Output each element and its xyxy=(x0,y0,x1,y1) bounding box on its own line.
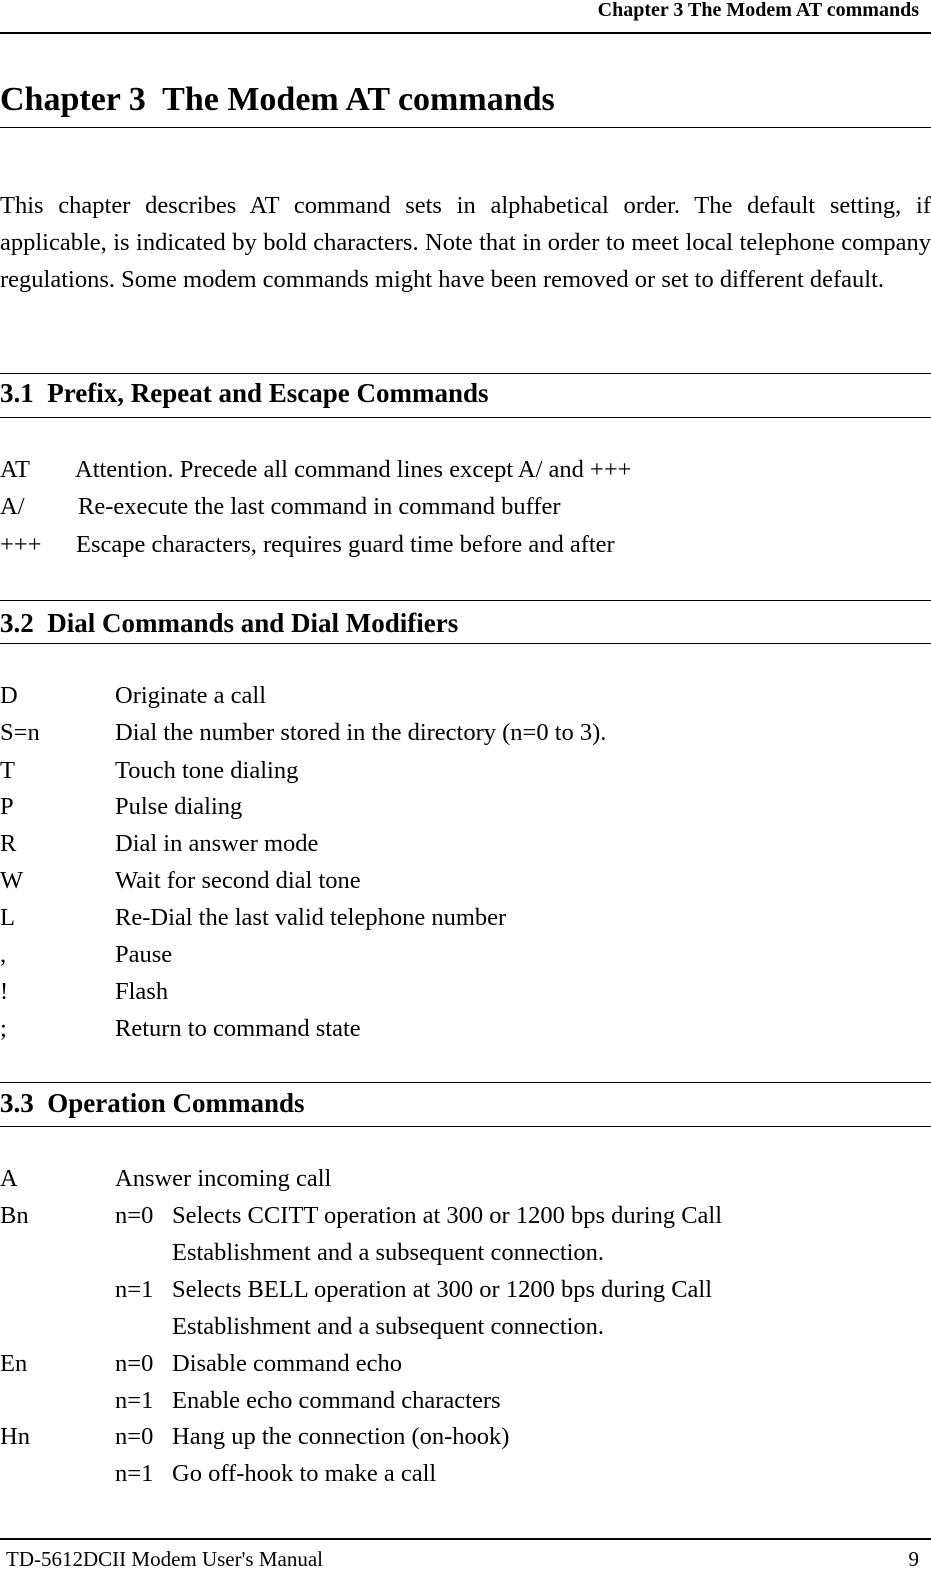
section-2-title: 3.2 Dial Commands and Dial Modifiers xyxy=(0,608,459,638)
option-description: Hang up the connection (on-hook) xyxy=(172,1423,510,1450)
option-value: n=1 xyxy=(115,1460,154,1487)
footer-rule xyxy=(0,1538,931,1540)
header-rule xyxy=(0,32,931,34)
footer-manual-title: TD-5612DCII Modem User's Manual xyxy=(6,1547,323,1571)
section-1-title: 3.1 Prefix, Repeat and Escape Commands xyxy=(0,378,489,408)
command-description: Escape characters, requires guard time before and after xyxy=(76,531,615,558)
command-code: W xyxy=(0,867,24,894)
option-description: Enable echo command characters xyxy=(172,1387,501,1414)
command-description: Re-Dial the last valid telephone number xyxy=(115,904,507,931)
command-code: A xyxy=(0,1165,18,1192)
chapter-title: Chapter 3 The Modem AT commands xyxy=(0,81,555,118)
command-description: Pause xyxy=(115,941,173,968)
command-code: D xyxy=(0,682,18,709)
option-description: Selects CCITT operation at 300 or 1200 bps during Call xyxy=(172,1202,723,1229)
command-description: Answer incoming call xyxy=(115,1165,332,1192)
option-description: Selects BELL operation at 300 or 1200 bps during Call xyxy=(172,1276,713,1303)
option-value: n=1 xyxy=(115,1387,154,1414)
command-code: +++ xyxy=(0,531,42,558)
section-3-top-rule xyxy=(0,1082,931,1083)
option-description: Disable command echo xyxy=(172,1350,402,1377)
intro-paragraph: This chapter describes AT command sets in alphabetical order. The default setting, if applicable, is indicated by bold characters. Note that in order to meet local telephone company regulations. Some modem commands might have been removed or set to different default. xyxy=(0,192,931,293)
command-code: P xyxy=(0,793,14,820)
section-1-bottom-rule xyxy=(0,417,931,418)
command-description: Originate a call xyxy=(115,682,267,709)
command-description: Dial in answer mode xyxy=(115,830,319,857)
command-code: ! xyxy=(0,978,9,1005)
chapter-title-rule xyxy=(0,127,931,128)
option-continuation: Establishment and a subsequent connection. xyxy=(172,1239,605,1266)
option-value: n=1 xyxy=(115,1276,154,1303)
option-continuation: Establishment and a subsequent connection. xyxy=(172,1313,605,1340)
option-value: n=0 xyxy=(115,1202,154,1229)
command-code: Hn xyxy=(0,1423,30,1450)
command-description: Re-execute the last command in command buffer xyxy=(78,493,561,520)
command-description: Flash xyxy=(115,978,169,1005)
option-description: Go off-hook to make a call xyxy=(172,1460,437,1487)
command-description: Dial the number stored in the directory (n=0 to 3). xyxy=(115,719,607,746)
section-2-top-rule xyxy=(0,600,931,601)
section-3-bottom-rule xyxy=(0,1126,931,1127)
command-code: R xyxy=(0,830,17,857)
option-value: n=0 xyxy=(115,1423,154,1450)
command-description: Pulse dialing xyxy=(115,793,243,820)
command-code: , xyxy=(0,941,7,968)
section-3-title: 3.3 Operation Commands xyxy=(0,1088,305,1118)
command-code: S=n xyxy=(0,719,40,746)
page-number: 9 xyxy=(908,1547,919,1571)
command-code: AT xyxy=(0,456,30,483)
option-value: n=0 xyxy=(115,1350,154,1377)
command-code: ; xyxy=(0,1015,7,1042)
command-code: Bn xyxy=(0,1202,29,1229)
command-code: En xyxy=(0,1350,28,1377)
section-2-bottom-rule xyxy=(0,643,931,644)
command-description: Attention. Precede all command lines except A/ and +++ xyxy=(75,456,632,483)
command-code: L xyxy=(0,904,15,931)
command-code: T xyxy=(0,757,15,784)
command-description: Return to command state xyxy=(115,1015,361,1042)
section-1-top-rule xyxy=(0,373,931,374)
command-code: A/ xyxy=(0,493,25,520)
command-description: Wait for second dial tone xyxy=(115,867,361,894)
running-header: Chapter 3 The Modem AT commands xyxy=(597,0,919,21)
command-description: Touch tone dialing xyxy=(115,757,299,784)
